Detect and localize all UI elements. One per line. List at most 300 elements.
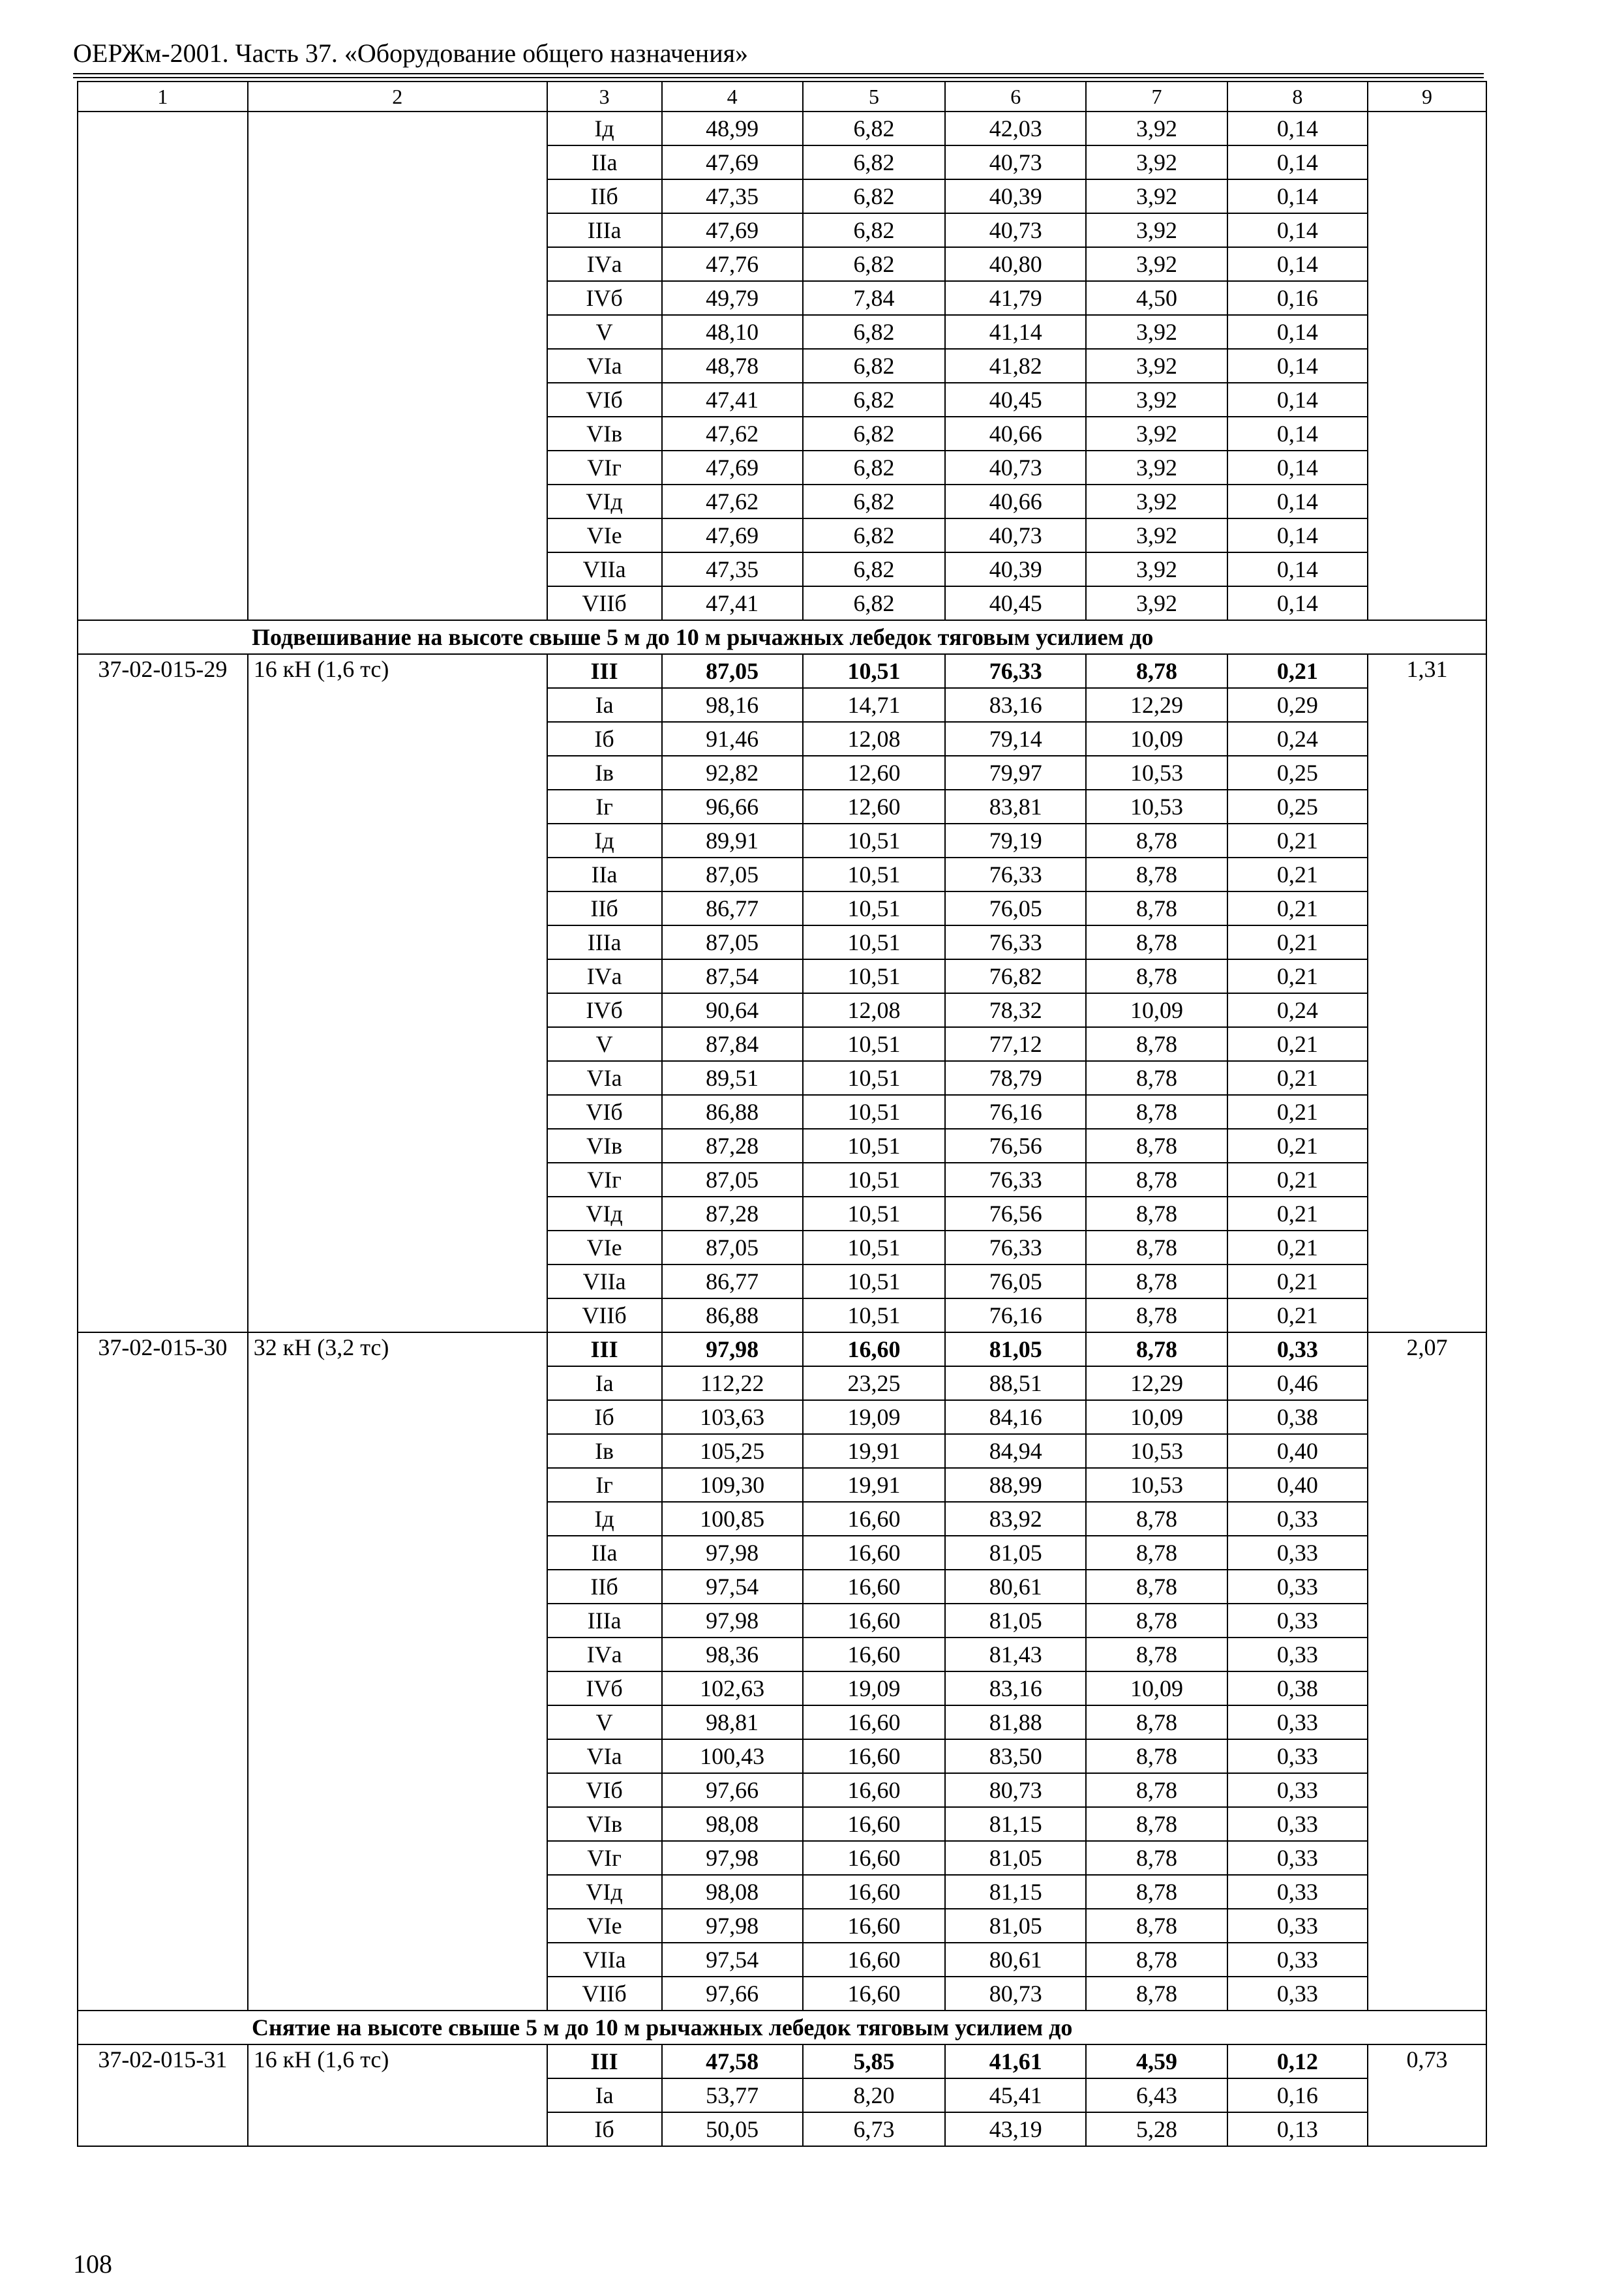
zone-code: V <box>547 1705 662 1739</box>
machine-cost: 40,73 <box>945 213 1086 247</box>
machine-cost: 83,16 <box>945 688 1086 722</box>
total-cost: 47,35 <box>662 179 803 213</box>
zone-code: VIг <box>547 1163 662 1197</box>
materials-cost: 0,40 <box>1227 1468 1368 1502</box>
machine-cost: 84,94 <box>945 1434 1086 1468</box>
materials-cost: 0,33 <box>1227 1536 1368 1570</box>
zone-code: IVа <box>547 959 662 993</box>
materials-cost: 0,14 <box>1227 179 1368 213</box>
total-cost: 98,08 <box>662 1807 803 1841</box>
zone-code: IIб <box>547 179 662 213</box>
machine-cost: 41,14 <box>945 315 1086 349</box>
total-cost: 90,64 <box>662 993 803 1027</box>
zone-code: VIг <box>547 451 662 485</box>
total-cost: 102,63 <box>662 1671 803 1705</box>
machinist-wage: 8,78 <box>1086 1841 1227 1875</box>
labor-cost: 19,09 <box>803 1671 945 1705</box>
labor-cost: 12,08 <box>803 993 945 1027</box>
total-cost: 49,79 <box>662 281 803 315</box>
total-cost: 87,28 <box>662 1129 803 1163</box>
labor-cost: 6,82 <box>803 112 945 145</box>
zone-code: VIе <box>547 1231 662 1264</box>
materials-cost: 0,12 <box>1227 2044 1368 2078</box>
machine-cost: 81,15 <box>945 1807 1086 1841</box>
section-heading-row <box>78 2011 1486 2044</box>
labor-cost: 6,82 <box>803 552 945 586</box>
zone-code: VIа <box>547 1061 662 1095</box>
labor-cost: 14,71 <box>803 688 945 722</box>
total-cost: 97,54 <box>662 1570 803 1604</box>
machine-cost: 83,50 <box>945 1739 1086 1773</box>
materials-cost: 0,14 <box>1227 417 1368 451</box>
machine-cost: 83,92 <box>945 1502 1086 1536</box>
labor-cost: 19,09 <box>803 1400 945 1434</box>
materials-cost: 0,14 <box>1227 213 1368 247</box>
materials-cost: 0,21 <box>1227 824 1368 858</box>
machine-cost: 41,82 <box>945 349 1086 383</box>
total-cost: 97,98 <box>662 1909 803 1943</box>
total-cost: 98,16 <box>662 688 803 722</box>
machinist-wage: 8,78 <box>1086 925 1227 959</box>
machine-cost: 81,05 <box>945 1909 1086 1943</box>
labor-cost: 12,60 <box>803 756 945 790</box>
table-row <box>78 654 1486 688</box>
zone-code: IIб <box>547 891 662 925</box>
machinist-wage: 8,78 <box>1086 1570 1227 1604</box>
machinist-wage: 8,78 <box>1086 1231 1227 1264</box>
machine-cost: 81,43 <box>945 1638 1086 1671</box>
machinist-wage: 3,92 <box>1086 586 1227 620</box>
labor-cost: 6,82 <box>803 315 945 349</box>
materials-cost: 0,33 <box>1227 1773 1368 1807</box>
machine-cost: 79,19 <box>945 824 1086 858</box>
materials-cost: 0,33 <box>1227 1705 1368 1739</box>
machinist-wage: 8,78 <box>1086 1129 1227 1163</box>
machine-cost: 76,05 <box>945 1264 1086 1298</box>
zone-code: VIIб <box>547 586 662 620</box>
materials-cost: 0,24 <box>1227 722 1368 756</box>
machine-cost: 40,80 <box>945 247 1086 281</box>
machinist-wage: 12,29 <box>1086 1366 1227 1400</box>
materials-cost: 0,33 <box>1227 1909 1368 1943</box>
machinist-wage: 6,43 <box>1086 2078 1227 2112</box>
machine-cost: 80,73 <box>945 1773 1086 1807</box>
labor-cost: 19,91 <box>803 1434 945 1468</box>
labor-cost: 10,51 <box>803 891 945 925</box>
machinist-wage: 3,92 <box>1086 349 1227 383</box>
labor-cost: 16,60 <box>803 1332 945 1366</box>
machinist-wage: 8,78 <box>1086 1502 1227 1536</box>
zone-code: VIа <box>547 1739 662 1773</box>
zone-code: Iг <box>547 790 662 824</box>
materials-cost: 0,13 <box>1227 2112 1368 2146</box>
materials-cost: 0,38 <box>1227 1400 1368 1434</box>
zone-code: VIд <box>547 485 662 518</box>
machinist-wage: 12,29 <box>1086 688 1227 722</box>
machine-cost: 81,05 <box>945 1604 1086 1638</box>
labor-cost: 10,51 <box>803 824 945 858</box>
materials-cost: 0,33 <box>1227 1502 1368 1536</box>
machinist-wage: 8,78 <box>1086 1027 1227 1061</box>
total-cost: 86,88 <box>662 1095 803 1129</box>
labor-cost: 16,60 <box>803 1705 945 1739</box>
machinist-wage: 10,53 <box>1086 756 1227 790</box>
machine-cost: 41,79 <box>945 281 1086 315</box>
materials-cost: 0,33 <box>1227 1841 1368 1875</box>
labor-cost: 6,82 <box>803 586 945 620</box>
materials-cost: 0,14 <box>1227 451 1368 485</box>
machine-cost: 79,97 <box>945 756 1086 790</box>
machinist-wage: 8,78 <box>1086 1264 1227 1298</box>
machinist-wage: 8,78 <box>1086 1163 1227 1197</box>
machine-cost: 78,79 <box>945 1061 1086 1095</box>
total-cost: 86,77 <box>662 1264 803 1298</box>
machinist-wage: 10,09 <box>1086 1400 1227 1434</box>
total-cost: 97,98 <box>662 1332 803 1366</box>
materials-cost: 0,21 <box>1227 891 1368 925</box>
total-cost: 47,69 <box>662 145 803 179</box>
page-header-title: ОЕРЖм-2001. Часть 37. «Оборудование общего назначения» <box>73 38 748 68</box>
machinist-wage: 8,78 <box>1086 1197 1227 1231</box>
zone-code: Iб <box>547 722 662 756</box>
machinist-wage: 8,78 <box>1086 1773 1227 1807</box>
total-cost: 86,88 <box>662 1298 803 1332</box>
machinist-wage: 8,78 <box>1086 1807 1227 1841</box>
machine-cost: 43,19 <box>945 2112 1086 2146</box>
total-cost: 48,78 <box>662 349 803 383</box>
total-cost: 105,25 <box>662 1434 803 1468</box>
materials-cost: 0,14 <box>1227 485 1368 518</box>
materials-cost: 0,33 <box>1227 1332 1368 1366</box>
machine-cost: 40,73 <box>945 145 1086 179</box>
machine-cost: 81,05 <box>945 1332 1086 1366</box>
machinist-wage: 8,78 <box>1086 1977 1227 2011</box>
total-cost: 97,98 <box>662 1536 803 1570</box>
column-number: 9 <box>1368 82 1486 112</box>
machinist-wage: 8,78 <box>1086 1943 1227 1977</box>
materials-cost: 0,14 <box>1227 315 1368 349</box>
zone-code: Iб <box>547 2112 662 2146</box>
materials-cost: 0,46 <box>1227 1366 1368 1400</box>
total-cost: 91,46 <box>662 722 803 756</box>
zone-code: IVб <box>547 1671 662 1705</box>
machinist-wage: 3,92 <box>1086 451 1227 485</box>
zone-code: IVа <box>547 247 662 281</box>
labor-cost: 19,91 <box>803 1468 945 1502</box>
labor-cost: 10,51 <box>803 959 945 993</box>
machinist-wage: 8,78 <box>1086 654 1227 688</box>
zone-code: VIIб <box>547 1298 662 1332</box>
machinist-wage: 8,78 <box>1086 1536 1227 1570</box>
materials-cost: 0,33 <box>1227 1807 1368 1841</box>
machinist-wage: 3,92 <box>1086 315 1227 349</box>
machinist-wage: 8,78 <box>1086 1332 1227 1366</box>
total-cost: 97,66 <box>662 1977 803 2011</box>
machinist-wage: 4,50 <box>1086 281 1227 315</box>
column-number: 4 <box>662 82 803 112</box>
materials-cost: 0,40 <box>1227 1434 1368 1468</box>
page-number: 108 <box>73 2249 112 2279</box>
zone-code: Iа <box>547 2078 662 2112</box>
zone-code: Iа <box>547 1366 662 1400</box>
column-number: 8 <box>1227 82 1368 112</box>
machine-cost: 40,73 <box>945 451 1086 485</box>
machine-cost: 76,16 <box>945 1298 1086 1332</box>
materials-cost: 0,21 <box>1227 1298 1368 1332</box>
machinist-wage: 10,53 <box>1086 1468 1227 1502</box>
materials-cost: 0,33 <box>1227 1604 1368 1638</box>
total-cost: 97,98 <box>662 1604 803 1638</box>
rate-name: 32 кН (3,2 тс) <box>248 1332 547 2011</box>
machinist-wage: 8,78 <box>1086 891 1227 925</box>
zone-code: Iв <box>547 756 662 790</box>
total-cost: 98,08 <box>662 1875 803 1909</box>
materials-cost: 0,33 <box>1227 1943 1368 1977</box>
table-row <box>78 112 1486 145</box>
labor-cost: 6,73 <box>803 2112 945 2146</box>
labor-cost: 16,60 <box>803 1502 945 1536</box>
materials-cost: 0,14 <box>1227 383 1368 417</box>
materials-cost: 0,21 <box>1227 1264 1368 1298</box>
rate-code <box>78 112 248 620</box>
materials-cost: 0,21 <box>1227 1027 1368 1061</box>
total-cost: 89,51 <box>662 1061 803 1095</box>
rate-code: 37-02-015-31 <box>78 2044 248 2146</box>
rate-name: 16 кН (1,6 тс) <box>248 654 547 1332</box>
materials-cost: 0,14 <box>1227 349 1368 383</box>
total-cost: 109,30 <box>662 1468 803 1502</box>
zone-code: IVб <box>547 993 662 1027</box>
total-cost: 112,22 <box>662 1366 803 1400</box>
machine-cost: 81,88 <box>945 1705 1086 1739</box>
machine-cost: 76,16 <box>945 1095 1086 1129</box>
zone-code: V <box>547 1027 662 1061</box>
labor-cost: 10,51 <box>803 1197 945 1231</box>
total-cost: 97,66 <box>662 1773 803 1807</box>
zone-code: IIа <box>547 1536 662 1570</box>
labor-cost: 16,60 <box>803 1977 945 2011</box>
column-number: 3 <box>547 82 662 112</box>
machine-cost: 76,56 <box>945 1197 1086 1231</box>
labor-cost: 12,08 <box>803 722 945 756</box>
total-cost: 47,62 <box>662 485 803 518</box>
total-cost: 47,69 <box>662 451 803 485</box>
machinist-wage: 3,92 <box>1086 417 1227 451</box>
materials-cost: 0,16 <box>1227 2078 1368 2112</box>
labor-cost: 16,60 <box>803 1807 945 1841</box>
table-row <box>78 1332 1486 1366</box>
zone-code: VIб <box>547 1095 662 1129</box>
zone-code: IIIа <box>547 925 662 959</box>
labor-cost: 6,82 <box>803 451 945 485</box>
zone-code: VIд <box>547 1875 662 1909</box>
materials-cost: 0,21 <box>1227 1231 1368 1264</box>
total-cost: 50,05 <box>662 2112 803 2146</box>
total-cost: 47,35 <box>662 552 803 586</box>
column-number: 2 <box>248 82 547 112</box>
machine-cost: 80,61 <box>945 1943 1086 1977</box>
total-cost: 87,05 <box>662 858 803 891</box>
total-cost: 47,69 <box>662 213 803 247</box>
total-cost: 89,91 <box>662 824 803 858</box>
labor-cost: 6,82 <box>803 383 945 417</box>
column-number-row <box>78 82 1486 112</box>
labor-cost: 6,82 <box>803 179 945 213</box>
materials-cost: 0,14 <box>1227 586 1368 620</box>
materials-cost: 0,14 <box>1227 145 1368 179</box>
zone-code: IIIа <box>547 213 662 247</box>
machine-cost: 40,45 <box>945 586 1086 620</box>
total-cost: 100,85 <box>662 1502 803 1536</box>
machine-cost: 88,99 <box>945 1468 1086 1502</box>
machine-cost: 83,81 <box>945 790 1086 824</box>
machine-cost: 77,12 <box>945 1027 1086 1061</box>
zone-code: Iа <box>547 688 662 722</box>
section-heading: Подвешивание на высоте свыше 5 м до 10 м рычажных лебедок тяговым усилием до <box>78 620 1486 654</box>
machinist-wage: 3,92 <box>1086 485 1227 518</box>
total-cost: 86,77 <box>662 891 803 925</box>
materials-cost: 0,21 <box>1227 1163 1368 1197</box>
rate-name <box>248 112 547 620</box>
machinist-wage: 3,92 <box>1086 213 1227 247</box>
labor-cost: 23,25 <box>803 1366 945 1400</box>
machine-cost: 76,05 <box>945 891 1086 925</box>
materials-cost: 0,14 <box>1227 247 1368 281</box>
zone-code: III <box>547 654 662 688</box>
labor-cost: 10,51 <box>803 858 945 891</box>
labor-cost: 6,82 <box>803 349 945 383</box>
zone-code: VIв <box>547 1129 662 1163</box>
zone-code: III <box>547 2044 662 2078</box>
machinist-wage: 8,78 <box>1086 1705 1227 1739</box>
machinist-wage: 5,28 <box>1086 2112 1227 2146</box>
machine-cost: 81,05 <box>945 1841 1086 1875</box>
total-cost: 47,41 <box>662 586 803 620</box>
total-cost: 48,99 <box>662 112 803 145</box>
total-cost: 47,69 <box>662 518 803 552</box>
total-cost: 96,66 <box>662 790 803 824</box>
machine-cost: 76,82 <box>945 959 1086 993</box>
column-number: 5 <box>803 82 945 112</box>
materials-cost: 0,33 <box>1227 1739 1368 1773</box>
column-number: 6 <box>945 82 1086 112</box>
machine-cost: 79,14 <box>945 722 1086 756</box>
machinist-wage: 8,78 <box>1086 1298 1227 1332</box>
materials-cost: 0,33 <box>1227 1570 1368 1604</box>
machinist-wage: 8,78 <box>1086 959 1227 993</box>
total-cost: 87,05 <box>662 1163 803 1197</box>
machine-cost: 80,73 <box>945 1977 1086 2011</box>
zone-code: VIе <box>547 1909 662 1943</box>
column-number: 7 <box>1086 82 1227 112</box>
machine-cost: 76,33 <box>945 858 1086 891</box>
labor-cost: 10,51 <box>803 1231 945 1264</box>
materials-cost: 0,25 <box>1227 756 1368 790</box>
machine-cost: 76,33 <box>945 1163 1086 1197</box>
machinist-wage: 3,92 <box>1086 247 1227 281</box>
machinist-wage: 8,78 <box>1086 1604 1227 1638</box>
total-cost: 47,76 <box>662 247 803 281</box>
rate-name: 16 кН (1,6 тс) <box>248 2044 547 2146</box>
labor-cost: 16,60 <box>803 1841 945 1875</box>
labor-cost: 16,60 <box>803 1909 945 1943</box>
zone-code: VIIа <box>547 1943 662 1977</box>
machine-cost: 78,32 <box>945 993 1086 1027</box>
zone-code: VIд <box>547 1197 662 1231</box>
total-cost: 47,41 <box>662 383 803 417</box>
total-cost: 97,98 <box>662 1841 803 1875</box>
machine-cost: 40,45 <box>945 383 1086 417</box>
labor-cost: 16,60 <box>803 1638 945 1671</box>
labor-cost: 7,84 <box>803 281 945 315</box>
zone-code: Iд <box>547 112 662 145</box>
labor-cost: 10,51 <box>803 1027 945 1061</box>
zone-code: VIв <box>547 1807 662 1841</box>
materials-cost: 0,21 <box>1227 959 1368 993</box>
section-heading: Снятие на высоте свыше 5 м до 10 м рычажных лебедок тяговым усилием до <box>78 2011 1486 2044</box>
zone-code: VIа <box>547 349 662 383</box>
machinist-wage: 8,78 <box>1086 1095 1227 1129</box>
machine-cost: 40,73 <box>945 518 1086 552</box>
machinist-wage: 4,59 <box>1086 2044 1227 2078</box>
materials-cost: 0,21 <box>1227 654 1368 688</box>
labor-hours: 0,73 <box>1368 2044 1486 2146</box>
zone-code: Iб <box>547 1400 662 1434</box>
labor-cost: 6,82 <box>803 145 945 179</box>
labor-cost: 6,82 <box>803 417 945 451</box>
machinist-wage: 8,78 <box>1086 1739 1227 1773</box>
machinist-wage: 3,92 <box>1086 145 1227 179</box>
machinist-wage: 8,78 <box>1086 1875 1227 1909</box>
materials-cost: 0,33 <box>1227 1638 1368 1671</box>
labor-cost: 10,51 <box>803 1095 945 1129</box>
machine-cost: 76,33 <box>945 654 1086 688</box>
labor-cost: 16,60 <box>803 1536 945 1570</box>
labor-cost: 6,82 <box>803 485 945 518</box>
materials-cost: 0,14 <box>1227 552 1368 586</box>
labor-cost: 10,51 <box>803 1061 945 1095</box>
labor-cost: 16,60 <box>803 1875 945 1909</box>
labor-hours: 1,31 <box>1368 654 1486 1332</box>
total-cost: 97,54 <box>662 1943 803 1977</box>
zone-code: VIг <box>547 1841 662 1875</box>
machinist-wage: 10,53 <box>1086 790 1227 824</box>
machinist-wage: 8,78 <box>1086 1909 1227 1943</box>
labor-cost: 16,60 <box>803 1943 945 1977</box>
rates-table <box>77 81 1487 2147</box>
materials-cost: 0,21 <box>1227 1061 1368 1095</box>
machine-cost: 45,41 <box>945 2078 1086 2112</box>
labor-cost: 10,51 <box>803 654 945 688</box>
materials-cost: 0,21 <box>1227 925 1368 959</box>
header-rule <box>73 73 1484 74</box>
materials-cost: 0,24 <box>1227 993 1368 1027</box>
rate-code: 37-02-015-29 <box>78 654 248 1332</box>
labor-cost: 6,82 <box>803 247 945 281</box>
table-row <box>78 2044 1486 2078</box>
zone-code: IVб <box>547 281 662 315</box>
zone-code: VIIа <box>547 1264 662 1298</box>
total-cost: 48,10 <box>662 315 803 349</box>
total-cost: 47,58 <box>662 2044 803 2078</box>
machinist-wage: 10,09 <box>1086 993 1227 1027</box>
labor-cost: 6,82 <box>803 213 945 247</box>
machine-cost: 40,66 <box>945 485 1086 518</box>
machine-cost: 40,66 <box>945 417 1086 451</box>
machinist-wage: 3,92 <box>1086 552 1227 586</box>
labor-cost: 16,60 <box>803 1773 945 1807</box>
machinist-wage: 3,92 <box>1086 112 1227 145</box>
